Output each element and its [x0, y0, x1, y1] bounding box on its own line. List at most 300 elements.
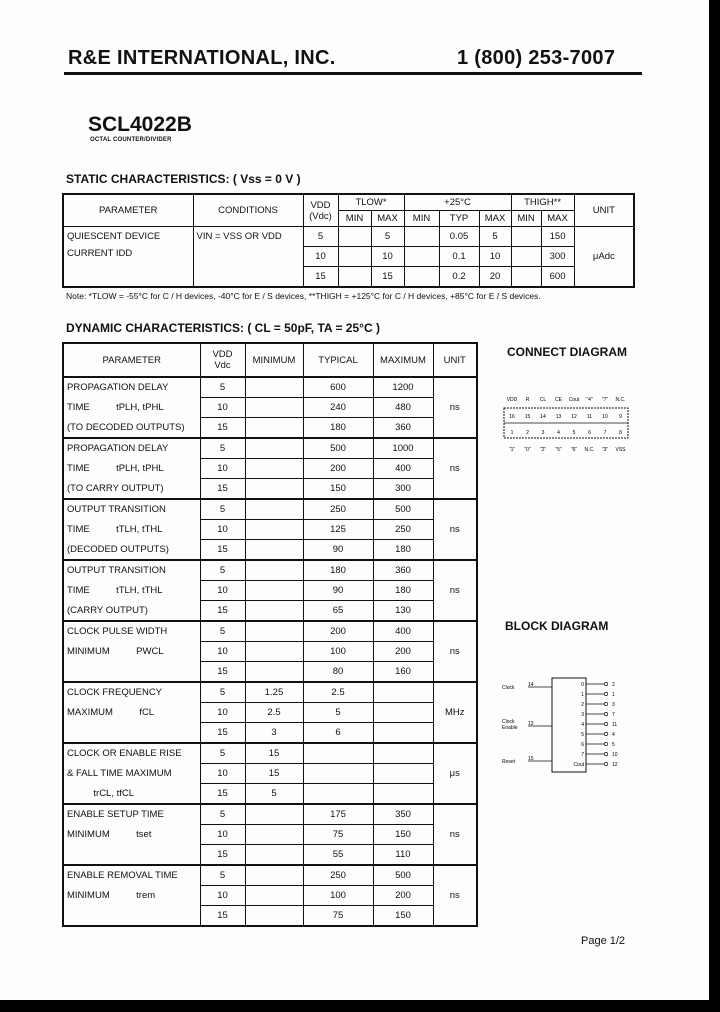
dynamic-min-cell: 2.5 [245, 703, 303, 723]
static-subheader-min: MIN [404, 211, 439, 227]
dynamic-typ-cell [303, 784, 373, 805]
static-cell-th-max: 300 [541, 247, 574, 267]
dyn-header-vdd: VDD Vdc [200, 343, 245, 377]
dynamic-typ-cell: 75 [303, 825, 373, 845]
connect-bottom-label: "0" [524, 447, 531, 453]
dynamic-vdd-cell: 5 [200, 743, 245, 764]
dynamic-max-cell: 200 [373, 886, 433, 906]
dynamic-row [63, 398, 477, 418]
dynamic-max-cell: 150 [373, 825, 433, 845]
static-cell-a-max: 20 [479, 267, 511, 288]
dynamic-row [63, 418, 477, 439]
static-cell-vdd: 10 [303, 247, 338, 267]
dynamic-vdd-cell: 10 [200, 520, 245, 540]
static-cell-th-min [511, 227, 541, 247]
block-input-pin: 14 [528, 682, 534, 688]
dynamic-vdd-cell: 15 [200, 540, 245, 561]
block-output-terminal [604, 702, 607, 705]
dynamic-typ-cell: 75 [303, 906, 373, 927]
connect-bottom-label: "1" [508, 447, 516, 453]
dynamic-max-cell: 300 [373, 479, 433, 500]
dynamic-parameter-line: MAXIMUM fCL [63, 703, 200, 723]
dynamic-vdd-cell: 15 [200, 479, 245, 500]
dynamic-vdd-cell: 10 [200, 886, 245, 906]
dynamic-vdd-cell: 10 [200, 459, 245, 479]
dynamic-min-cell [245, 601, 303, 622]
block-input-pin: 13 [528, 721, 534, 727]
dynamic-parameter-line: MINIMUM PWCL [63, 642, 200, 662]
dynamic-min-cell [245, 906, 303, 927]
dynamic-vdd-cell: 10 [200, 825, 245, 845]
part-subtitle: OCTAL COUNTER/DIVIDER [90, 137, 172, 143]
dynamic-max-cell: 110 [373, 845, 433, 866]
block-outputs [573, 682, 617, 768]
dynamic-min-cell: 3 [245, 723, 303, 744]
block-output-pin: 10 [612, 752, 618, 758]
dynamic-row [63, 499, 477, 520]
dynamic-parameter-line: OUTPUT TRANSITION [63, 499, 200, 520]
dynamic-typ-cell: 90 [303, 581, 373, 601]
static-cell-th-min [511, 267, 541, 288]
static-cell-tlow-min [338, 227, 371, 247]
block-output-terminal [604, 762, 607, 765]
static-header-thigh: THIGH** [511, 194, 574, 211]
dynamic-parameter-line: TIME tPLH, tPHL [63, 398, 200, 418]
dynamic-min-cell [245, 886, 303, 906]
dynamic-parameter-line [63, 845, 200, 866]
dynamic-table-body [63, 377, 477, 926]
dynamic-min-cell [245, 865, 303, 886]
block-output-terminal [604, 712, 607, 715]
dynamic-table [62, 342, 478, 927]
dynamic-typ-cell: 150 [303, 479, 373, 500]
dynamic-min-cell [245, 621, 303, 642]
dynamic-row [63, 682, 477, 703]
dynamic-max-cell: 180 [373, 581, 433, 601]
block-output-pin: 3 [612, 702, 615, 708]
block-output-pin: 11 [612, 722, 618, 728]
dynamic-typ-cell: 5 [303, 703, 373, 723]
dynamic-max-cell [373, 682, 433, 703]
block-input-label: Reset [502, 759, 516, 765]
static-param-line: CURRENT IDD [67, 248, 133, 259]
dynamic-parameter-line: PROPAGATION DELAY [63, 438, 200, 459]
company-phone: 1 (800) 253-7007 [457, 47, 616, 69]
dynamic-typ-cell: 2.5 [303, 682, 373, 703]
dynamic-vdd-cell: 10 [200, 398, 245, 418]
dynamic-min-cell: 1.25 [245, 682, 303, 703]
dynamic-min-cell [245, 581, 303, 601]
connect-top-pin: 13 [555, 414, 562, 420]
static-cell-th-max: 150 [541, 227, 574, 247]
dynamic-max-cell: 480 [373, 398, 433, 418]
block-output-terminal [604, 682, 607, 685]
static-unit-cell: μAdc [574, 227, 634, 288]
static-cell-vdd: 5 [303, 227, 338, 247]
dynamic-min-cell [245, 418, 303, 439]
dynamic-parameter-line: ENABLE REMOVAL TIME [63, 865, 200, 886]
dynamic-max-cell: 160 [373, 662, 433, 683]
dynamic-min-cell [245, 459, 303, 479]
static-cell-a-typ: 0.2 [439, 267, 479, 288]
dynamic-parameter-line [63, 662, 200, 683]
dynamic-min-cell [245, 825, 303, 845]
dynamic-typ-cell [303, 764, 373, 784]
temperature-note: Note: *TLOW = -55°C for C / H devices, -40°C for E / S devices, **THIGH = +125°C for C / H devices, +85°C for E / S devices. [66, 291, 541, 301]
connect-bottom-pin: 1 [510, 430, 514, 436]
dynamic-parameter-line: (TO DECODED OUTPUTS) [63, 418, 200, 439]
dynamic-row [63, 723, 477, 744]
connect-bottom-label: "3" [601, 447, 609, 453]
page-number: Page 1/2 [581, 935, 626, 947]
static-param-line: QUIESCENT DEVICE [67, 231, 161, 242]
dynamic-row [63, 520, 477, 540]
dynamic-min-cell [245, 520, 303, 540]
connect-top-label: R [525, 397, 530, 403]
dynamic-title: DYNAMIC CHARACTERISTICS: ( CL = 50pF, TA = 25°C ) [66, 321, 380, 335]
static-title: STATIC CHARACTERISTICS: ( Vss = 0 V ) [66, 172, 301, 186]
connect-top-label: Cout [568, 397, 580, 403]
block-output-terminal [604, 722, 607, 725]
dynamic-parameter-line: OUTPUT TRANSITION [63, 560, 200, 581]
static-subheader-min: MIN [338, 211, 371, 227]
dynamic-parameter-line: TIME tTLH, tTHL [63, 581, 200, 601]
dynamic-parameter-line: CLOCK OR ENABLE RISE [63, 743, 200, 764]
block-output-name: 5 [581, 732, 584, 738]
block-output-pin: 4 [612, 732, 615, 738]
dynamic-unit-cell: μs [433, 743, 477, 804]
dynamic-typ-cell: 65 [303, 601, 373, 622]
dynamic-row [63, 784, 477, 805]
dynamic-unit-cell: ns [433, 377, 477, 438]
dynamic-unit-cell: ns [433, 499, 477, 560]
dynamic-max-cell: 500 [373, 499, 433, 520]
dynamic-min-cell [245, 479, 303, 500]
dyn-header-unit: UNIT [433, 343, 477, 377]
dynamic-parameter-line: PROPAGATION DELAY [63, 377, 200, 398]
dynamic-vdd-cell: 5 [200, 377, 245, 398]
dynamic-max-cell [373, 743, 433, 764]
connect-bottom-label: "5" [555, 447, 562, 453]
static-header-vdd: VDD (Vdc) [303, 194, 338, 227]
dynamic-typ-cell: 500 [303, 438, 373, 459]
dynamic-row [63, 865, 477, 886]
block-diagram [498, 676, 638, 776]
dynamic-vdd-cell: 15 [200, 784, 245, 805]
connect-top-pin: 16 [509, 414, 515, 420]
block-input-pin: 15 [528, 756, 534, 762]
connect-bottom-pin: 3 [541, 430, 545, 436]
connect-top-label: "4" [586, 397, 593, 403]
connect-top-labels [507, 397, 626, 403]
dynamic-parameter-line: CLOCK FREQUENCY [63, 682, 200, 703]
block-input-label: Clock [502, 685, 515, 691]
static-cell-a-min [404, 247, 439, 267]
connect-top-pin: 11 [586, 414, 593, 420]
dynamic-row [63, 886, 477, 906]
dynamic-vdd-cell: 15 [200, 418, 245, 439]
connect-top-label: VDD [506, 397, 518, 403]
dynamic-min-cell [245, 540, 303, 561]
dyn-header-parameter: PARAMETER [63, 343, 200, 377]
dyn-header-typical: TYPICAL [303, 343, 373, 377]
dynamic-parameter-line: MINIMUM tset [63, 825, 200, 845]
dynamic-parameter-line: (TO CARRY OUTPUT) [63, 479, 200, 500]
dynamic-row [63, 845, 477, 866]
dynamic-max-cell [373, 723, 433, 744]
dyn-header-maximum: MAXIMUM [373, 343, 433, 377]
connect-bottom-pin: 8 [619, 430, 622, 436]
dynamic-min-cell [245, 845, 303, 866]
block-input-label: Clock [502, 719, 515, 725]
connect-top-pin: 15 [524, 414, 531, 420]
dynamic-row [63, 601, 477, 622]
dynamic-max-cell: 400 [373, 459, 433, 479]
connect-bottom-label: "6" [570, 447, 578, 453]
dynamic-min-cell [245, 438, 303, 459]
dynamic-vdd-cell: 15 [200, 723, 245, 744]
dynamic-typ-cell: 175 [303, 804, 373, 825]
dynamic-max-cell [373, 703, 433, 723]
dynamic-max-cell: 1200 [373, 377, 433, 398]
dynamic-typ-cell: 6 [303, 723, 373, 744]
dynamic-row [63, 560, 477, 581]
dynamic-max-cell [373, 764, 433, 784]
dynamic-typ-cell: 240 [303, 398, 373, 418]
dynamic-unit-cell: ns [433, 865, 477, 926]
connect-bottom-pin: 6 [588, 430, 591, 436]
dynamic-unit-cell: MHz [433, 682, 477, 743]
dynamic-typ-cell: 180 [303, 560, 373, 581]
static-header-unit: UNIT [574, 194, 634, 227]
static-cell-th-min [511, 247, 541, 267]
dynamic-vdd-cell: 5 [200, 499, 245, 520]
connect-bottom-label: "2" [539, 447, 547, 453]
dynamic-vdd-cell: 10 [200, 642, 245, 662]
connect-bottom-pin: 5 [572, 430, 576, 436]
dynamic-typ-cell: 55 [303, 845, 373, 866]
dynamic-parameter-line: (CARRY OUTPUT) [63, 601, 200, 622]
static-cell-tlow-max: 15 [371, 267, 404, 288]
connect-bottom-labels [509, 447, 626, 453]
dynamic-row [63, 540, 477, 561]
dynamic-vdd-cell: 15 [200, 662, 245, 683]
connect-bottom-pin: 2 [526, 430, 529, 436]
dynamic-min-cell [245, 804, 303, 825]
static-subheader-max: MAX [371, 211, 404, 227]
dynamic-typ-cell: 250 [303, 499, 373, 520]
connect-bottom-pins [511, 430, 623, 436]
dynamic-parameter-line: (DECODED OUTPUTS) [63, 540, 200, 561]
dynamic-vdd-cell: 5 [200, 804, 245, 825]
connect-top-pin: 10 [602, 414, 608, 420]
company-name: R&E INTERNATIONAL, INC. [68, 47, 336, 69]
dynamic-row [63, 459, 477, 479]
dynamic-typ-cell: 250 [303, 865, 373, 886]
dynamic-typ-cell: 80 [303, 662, 373, 683]
static-header-tamb: +25°C [404, 194, 511, 211]
dynamic-min-cell [245, 662, 303, 683]
dynamic-vdd-cell: 5 [200, 865, 245, 886]
dynamic-vdd-cell: 5 [200, 560, 245, 581]
block-input-label: Enable [502, 725, 518, 731]
dynamic-typ-cell [303, 743, 373, 764]
dynamic-parameter-line: MINIMUM trem [63, 886, 200, 906]
connect-top-label: CL [539, 397, 547, 403]
header-rule [64, 72, 642, 75]
connect-top-pin: 9 [619, 414, 622, 420]
dynamic-row [63, 743, 477, 764]
block-output-pin: 1 [612, 692, 615, 698]
dynamic-min-cell: 5 [245, 784, 303, 805]
dynamic-typ-cell: 100 [303, 886, 373, 906]
block-output-name: 0 [581, 682, 584, 688]
block-output-name: Cout [573, 762, 584, 768]
dynamic-parameter-line [63, 723, 200, 744]
connect-bottom-pin: 4 [557, 430, 560, 436]
dynamic-row [63, 438, 477, 459]
dynamic-parameter-line: ENABLE SETUP TIME [63, 804, 200, 825]
block-output-name: 6 [581, 742, 584, 748]
static-cell-a-typ: 0.05 [439, 227, 479, 247]
dynamic-typ-cell: 200 [303, 459, 373, 479]
static-header-parameter: PARAMETER [63, 194, 193, 227]
block-diagram-title: BLOCK DIAGRAM [505, 619, 609, 633]
connect-bottom-label: N.C. [584, 447, 595, 453]
block-output-pin: 5 [612, 742, 615, 748]
dynamic-typ-cell: 125 [303, 520, 373, 540]
dynamic-min-cell [245, 560, 303, 581]
static-subheader-typ: TYP [439, 211, 479, 227]
dynamic-vdd-cell: 15 [200, 845, 245, 866]
dynamic-typ-cell: 180 [303, 418, 373, 439]
static-conditions-cell: VIN = VSS OR VDD [193, 227, 303, 288]
static-parameter-cell [63, 227, 193, 288]
block-inputs [502, 682, 552, 765]
static-cell-a-min [404, 227, 439, 247]
dynamic-parameter-line: CLOCK PULSE WIDTH [63, 621, 200, 642]
dynamic-max-cell: 1000 [373, 438, 433, 459]
dynamic-row [63, 377, 477, 398]
dynamic-vdd-cell: 10 [200, 764, 245, 784]
dynamic-vdd-cell: 15 [200, 906, 245, 927]
part-number: SCL4022B [88, 113, 192, 136]
dynamic-min-cell [245, 398, 303, 418]
dynamic-unit-cell: ns [433, 621, 477, 682]
connect-diagram [500, 390, 640, 460]
dyn-header-minimum: MINIMUM [245, 343, 303, 377]
dynamic-unit-cell: ns [433, 804, 477, 865]
dynamic-max-cell: 180 [373, 540, 433, 561]
dynamic-min-cell [245, 377, 303, 398]
dynamic-row [63, 825, 477, 845]
static-cell-tlow-min [338, 247, 371, 267]
dynamic-typ-cell: 200 [303, 621, 373, 642]
static-cell-tlow-max: 10 [371, 247, 404, 267]
dynamic-max-cell: 400 [373, 621, 433, 642]
dynamic-max-cell: 200 [373, 642, 433, 662]
block-output-terminal [604, 742, 607, 745]
dynamic-vdd-cell: 5 [200, 438, 245, 459]
dynamic-typ-cell: 600 [303, 377, 373, 398]
dynamic-vdd-cell: 5 [200, 621, 245, 642]
dynamic-row [63, 581, 477, 601]
block-output-name: 7 [581, 752, 584, 758]
static-subheader-max: MAX [479, 211, 511, 227]
connect-top-pins [509, 414, 622, 420]
block-output-name: 3 [581, 712, 584, 718]
block-output-terminal [604, 752, 607, 755]
static-header-tlow: TLOW* [338, 194, 404, 211]
dynamic-row [63, 804, 477, 825]
dynamic-row [63, 479, 477, 500]
connect-top-pin: 12 [571, 414, 577, 420]
block-output-pin: 12 [612, 762, 618, 768]
static-cell-a-max: 10 [479, 247, 511, 267]
dynamic-parameter-line: TIME tPLH, tPHL [63, 459, 200, 479]
dynamic-row [63, 621, 477, 642]
dynamic-min-cell: 15 [245, 764, 303, 784]
dynamic-row [63, 703, 477, 723]
dynamic-vdd-cell: 5 [200, 682, 245, 703]
static-table-body [63, 227, 634, 288]
connect-bottom-label: VSS [615, 447, 626, 453]
dynamic-max-cell: 360 [373, 560, 433, 581]
static-subheader-max: MAX [541, 211, 574, 227]
block-output-name: 1 [581, 692, 584, 698]
static-cell-a-typ: 0.1 [439, 247, 479, 267]
static-table [62, 193, 635, 288]
dynamic-vdd-cell: 10 [200, 581, 245, 601]
block-output-pin: 2 [612, 682, 615, 688]
dynamic-vdd-cell: 10 [200, 703, 245, 723]
dynamic-min-cell [245, 642, 303, 662]
static-header-conditions: CONDITIONS [193, 194, 303, 227]
static-cell-a-min [404, 267, 439, 288]
dynamic-row [63, 662, 477, 683]
block-output-terminal [604, 692, 607, 695]
dynamic-row [63, 642, 477, 662]
dynamic-vdd-cell: 15 [200, 601, 245, 622]
connect-top-label: CE [555, 397, 562, 403]
connect-top-label: N.C. [615, 397, 626, 403]
dynamic-min-cell [245, 499, 303, 520]
static-cell-tlow-min [338, 267, 371, 288]
dynamic-max-cell: 500 [373, 865, 433, 886]
static-cell-th-max: 600 [541, 267, 574, 288]
block-output-terminal [604, 732, 607, 735]
static-cell-tlow-max: 5 [371, 227, 404, 247]
block-output-name: 4 [581, 722, 584, 728]
static-row [63, 227, 634, 247]
dynamic-parameter-line [63, 906, 200, 927]
dynamic-max-cell: 350 [373, 804, 433, 825]
dynamic-max-cell: 250 [373, 520, 433, 540]
dynamic-row [63, 906, 477, 927]
dynamic-row [63, 764, 477, 784]
dynamic-max-cell [373, 784, 433, 805]
dynamic-min-cell: 15 [245, 743, 303, 764]
dynamic-max-cell: 360 [373, 418, 433, 439]
block-output-pin: 7 [612, 712, 615, 718]
dynamic-max-cell: 150 [373, 906, 433, 927]
dynamic-parameter-line: trCL, tfCL [63, 784, 200, 805]
connect-diagram-title: CONNECT DIAGRAM [507, 345, 627, 359]
static-subheader-min: MIN [511, 211, 541, 227]
static-cell-a-max: 5 [479, 227, 511, 247]
connect-bottom-pin: 7 [603, 430, 607, 436]
block-output-name: 2 [581, 702, 584, 708]
